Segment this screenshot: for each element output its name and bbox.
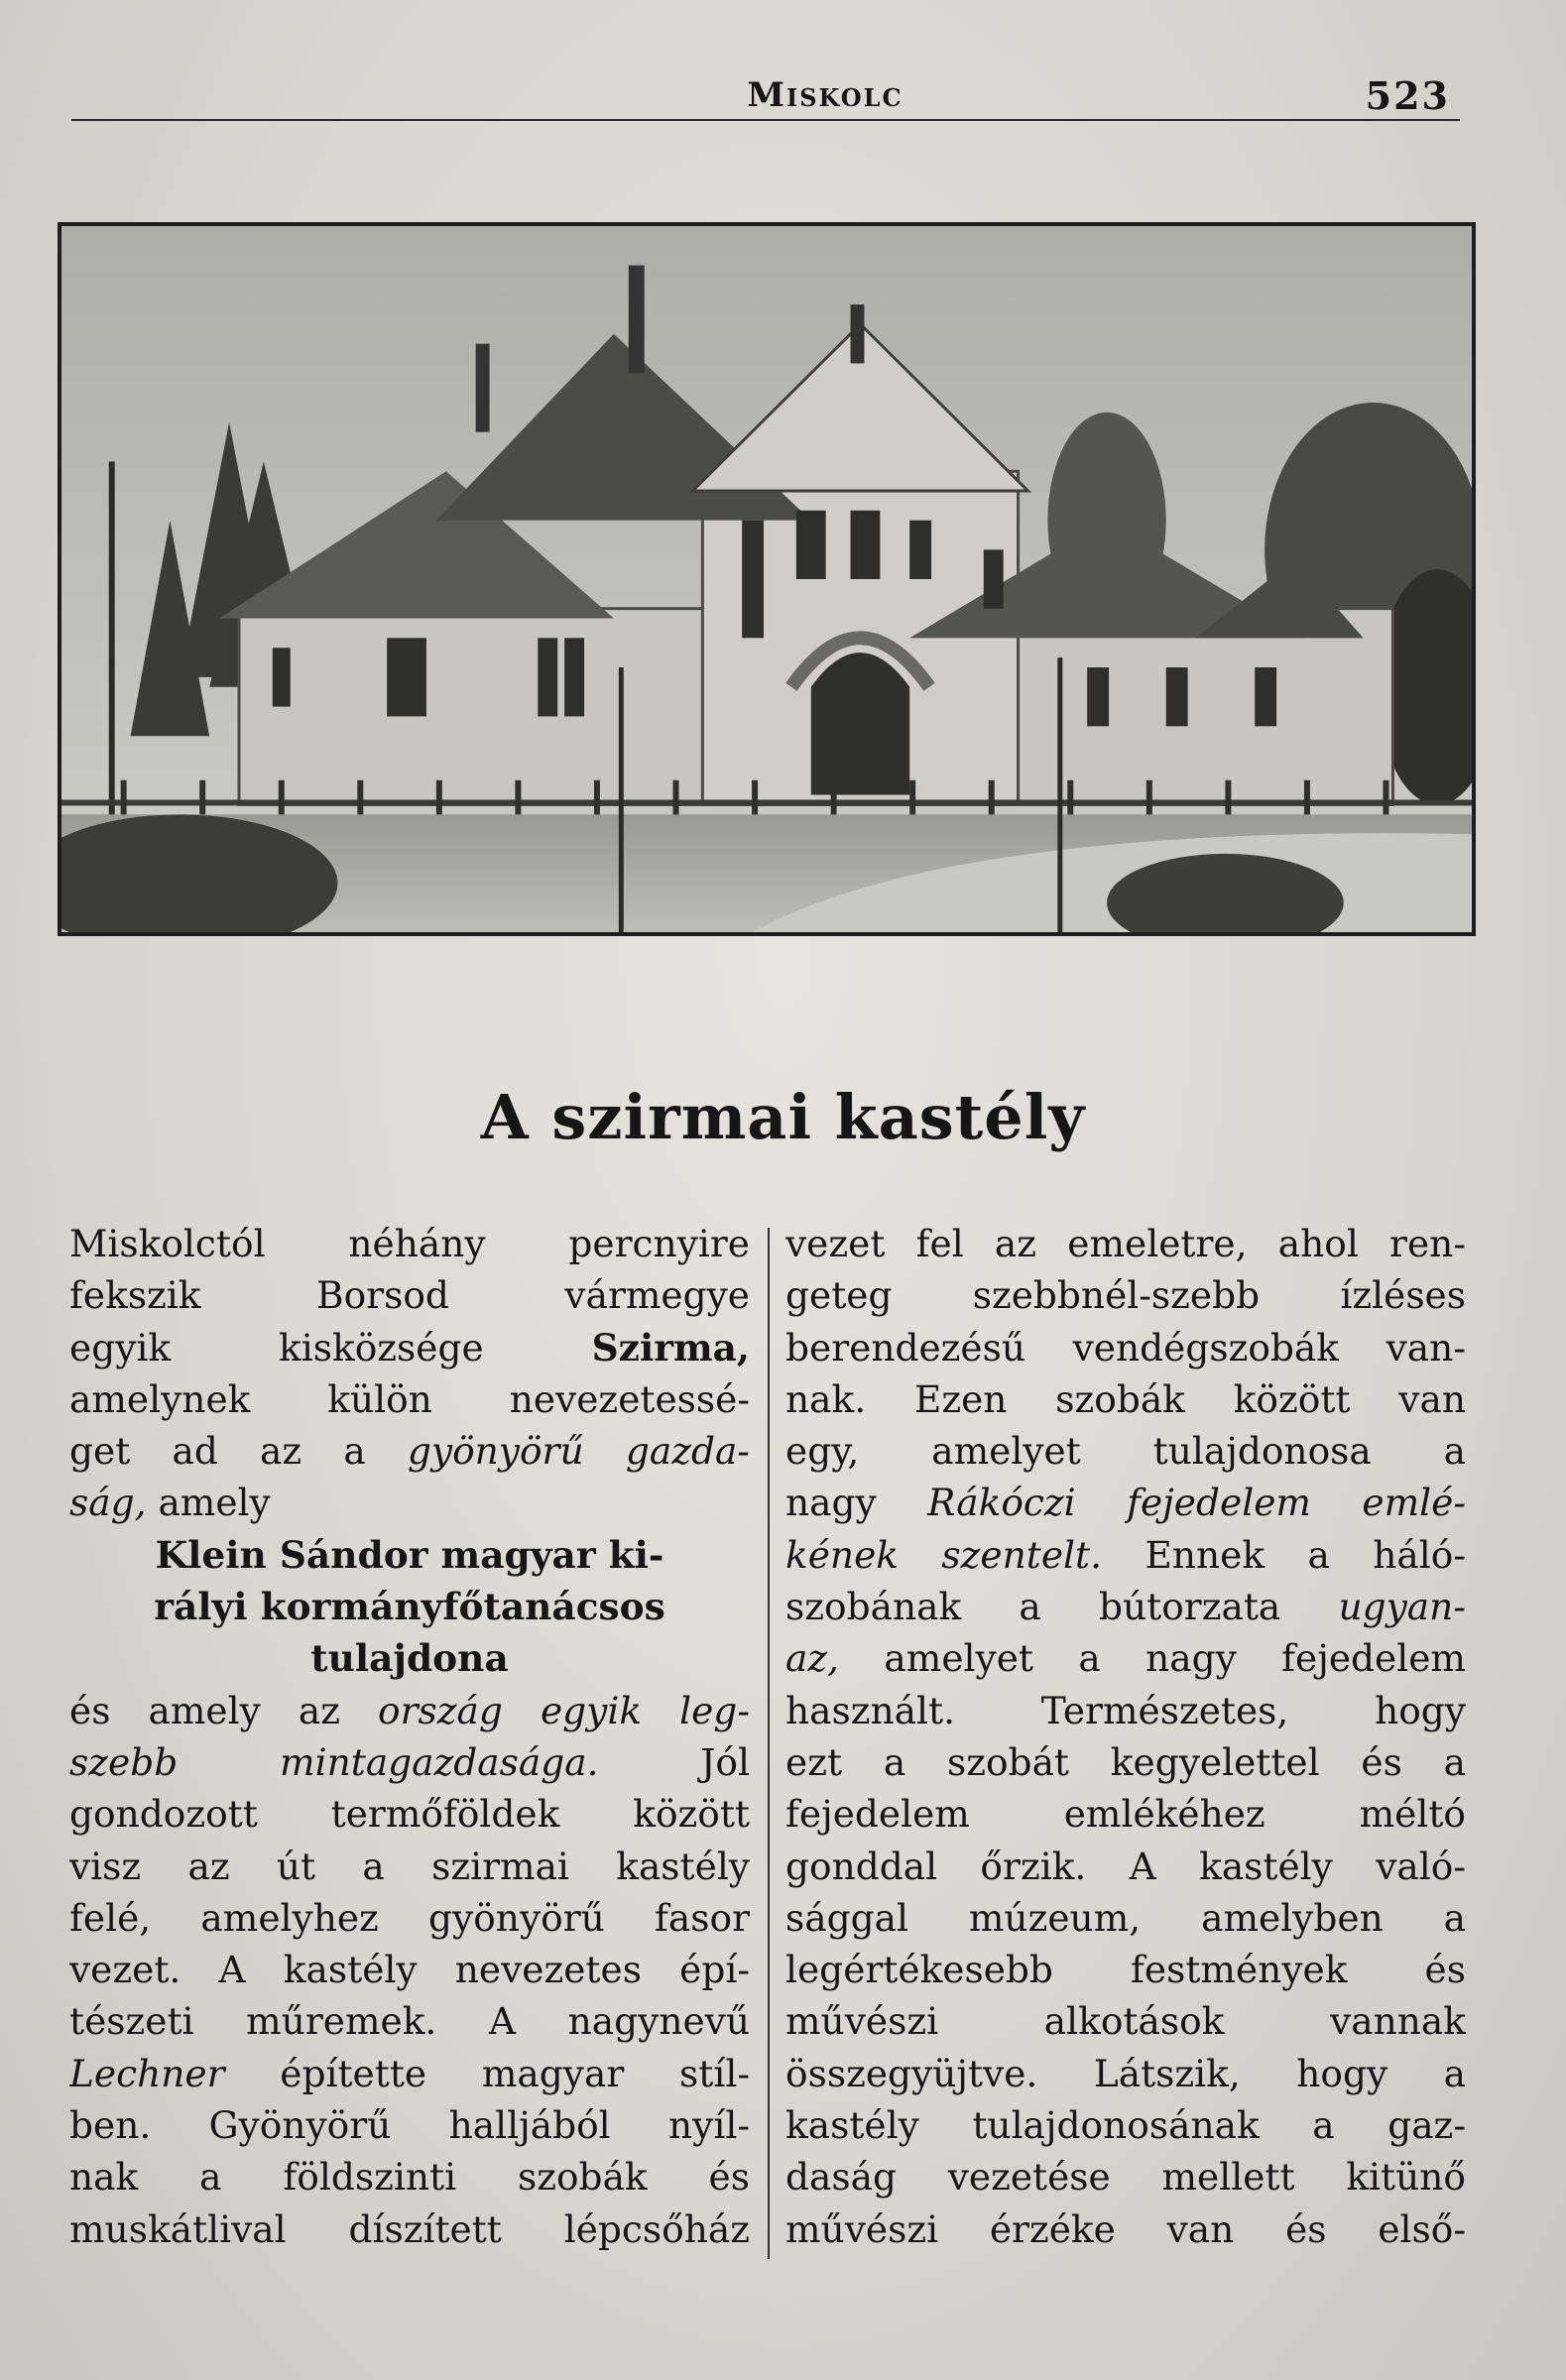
text-segment: kastély tulajdonosának a gaz- bbox=[785, 2103, 1466, 2148]
text-segment: sággal múzeum, amelyben a bbox=[785, 1895, 1466, 1940]
text-segment: szobának a bútorzata bbox=[785, 1585, 1339, 1629]
text-segment: berendezésű vendégszobák van- bbox=[785, 1325, 1466, 1369]
text-segment: építette magyar stíl- bbox=[224, 2051, 750, 2095]
text-line bbox=[69, 1788, 750, 1840]
text-line bbox=[69, 1632, 750, 1684]
text-segment: legértékesebb festmények és bbox=[785, 1948, 1466, 1992]
text-line bbox=[785, 1632, 1466, 1684]
text-segment: amelynek külön nevezetessé- bbox=[69, 1376, 750, 1421]
castle-illustration-icon bbox=[61, 226, 1472, 932]
text-line bbox=[785, 1477, 1466, 1528]
text-segment: gonddal őrzik. A kastély való- bbox=[785, 1844, 1466, 1888]
text-line bbox=[69, 1218, 750, 1269]
text-line bbox=[785, 2099, 1466, 2151]
text-line bbox=[69, 1892, 750, 1944]
text-line bbox=[785, 1841, 1466, 1892]
text-segment: ország egyik leg- bbox=[378, 1688, 750, 1732]
text-line bbox=[785, 1892, 1466, 1944]
text-segment: tulajdona bbox=[310, 1636, 509, 1681]
text-segment: egy, amelyet tulajdonosa a bbox=[785, 1429, 1466, 1474]
text-line bbox=[69, 1373, 750, 1425]
text-line bbox=[785, 2151, 1466, 2202]
text-segment: geteg szebbnél-szebb ízléses bbox=[785, 1273, 1466, 1318]
text-segment: get ad az a bbox=[69, 1429, 408, 1474]
text-line bbox=[69, 2151, 750, 2202]
text-segment: ság, bbox=[69, 1481, 147, 1525]
text-segment: felé, amelyhez gyönyörű fasor bbox=[69, 1895, 750, 1940]
text-segment: Miskolctól néhány percnyire bbox=[69, 1222, 750, 1265]
column-divider bbox=[768, 1228, 770, 2259]
text-segment: szebb mintagazdasága. bbox=[69, 1739, 599, 1784]
text-line bbox=[69, 2048, 750, 2099]
text-segment: művészi alkotások vannak bbox=[785, 1999, 1466, 2044]
text-segment: ben. Gyönyörű halljából nyíl- bbox=[69, 2103, 750, 2148]
text-segment: ugyan- bbox=[1338, 1585, 1466, 1629]
text-segment: amelyet a nagy fejedelem bbox=[839, 1636, 1466, 1681]
text-line bbox=[785, 2203, 1466, 2255]
text-line bbox=[69, 1685, 750, 1736]
text-line bbox=[785, 1581, 1466, 1632]
text-segment: vezet fel az emeletre, ahol ren- bbox=[785, 1222, 1466, 1265]
text-segment: Lechner bbox=[69, 2051, 225, 2095]
text-segment: nak. Ezen szobák között van bbox=[785, 1376, 1466, 1421]
text-segment: fekszik Borsod vármegye bbox=[69, 1273, 750, 1318]
left-column bbox=[69, 1218, 750, 2255]
text-segment: visz az út a szirmai kastély bbox=[69, 1844, 750, 1888]
text-line bbox=[785, 1736, 1466, 1788]
article-title: A szirmai kastély bbox=[480, 1081, 1086, 1153]
text-segment: daság vezetése mellett kitünő bbox=[785, 2155, 1466, 2200]
text-segment: nak a földszinti szobák és bbox=[69, 2155, 750, 2200]
text-segment: gyönyörű gazda- bbox=[407, 1429, 750, 1474]
castle-illustration bbox=[58, 222, 1476, 936]
text-line bbox=[69, 1322, 750, 1373]
text-line bbox=[69, 1529, 750, 1581]
text-segment: összegyüjtve. Látszik, hogy a bbox=[785, 2051, 1466, 2095]
text-line bbox=[69, 1736, 750, 1788]
text-line bbox=[785, 1685, 1466, 1736]
text-line bbox=[69, 2099, 750, 2151]
text-segment: rályi kormányfőtanácsos bbox=[154, 1585, 665, 1629]
text-segment: Rákóczi fejedelem emlé- bbox=[927, 1481, 1466, 1525]
text-line bbox=[69, 1841, 750, 1892]
text-line bbox=[785, 1995, 1466, 2047]
text-line bbox=[69, 1581, 750, 1632]
running-header bbox=[71, 75, 1460, 121]
text-segment: muskátlival díszített lépcsőház bbox=[69, 2206, 750, 2251]
text-segment: kének szentelt. bbox=[785, 1532, 1103, 1577]
text-line bbox=[69, 1425, 750, 1477]
text-segment: tészeti műremek. A nagynevű bbox=[69, 1999, 750, 2044]
text-segment: amely bbox=[146, 1481, 271, 1525]
text-segment: nagy bbox=[785, 1481, 928, 1525]
text-segment: vezet. A kastély nevezetes épí- bbox=[69, 1948, 750, 1992]
text-segment: művészi érzéke van és első- bbox=[785, 2206, 1466, 2251]
text-line bbox=[785, 1529, 1466, 1581]
text-segment: egyik kisközsége bbox=[69, 1325, 592, 1369]
right-column bbox=[785, 1218, 1466, 2255]
text-segment: az, bbox=[785, 1636, 840, 1681]
text-line bbox=[785, 1944, 1466, 1995]
page-number: 523 bbox=[1365, 73, 1450, 118]
text-line bbox=[785, 1218, 1466, 1269]
text-line bbox=[785, 1788, 1466, 1840]
text-line bbox=[69, 1477, 750, 1528]
text-segment: fejedelem emlékéhez méltó bbox=[785, 1792, 1466, 1837]
text-line bbox=[69, 1269, 750, 1321]
text-line bbox=[785, 1269, 1466, 1321]
text-segment: használt. Természetes, hogy bbox=[785, 1688, 1466, 1732]
text-segment: Szirma, bbox=[591, 1325, 750, 1369]
text-segment: és amely az bbox=[69, 1688, 379, 1732]
text-segment: Jól bbox=[598, 1739, 750, 1784]
text-segment: Klein Sándor magyar ki- bbox=[155, 1532, 664, 1577]
text-segment: ezt a szobát kegyelettel és a bbox=[785, 1739, 1466, 1784]
text-line bbox=[69, 1995, 750, 2047]
text-line bbox=[69, 2203, 750, 2255]
text-line bbox=[785, 1425, 1466, 1477]
text-line bbox=[785, 1373, 1466, 1425]
text-line bbox=[785, 2048, 1466, 2099]
text-segment: Ennek a háló- bbox=[1102, 1532, 1466, 1577]
text-line bbox=[69, 1944, 750, 1995]
text-line bbox=[785, 1322, 1466, 1373]
text-segment: gondozott termőföldek között bbox=[69, 1792, 750, 1837]
running-title: Miskolc bbox=[747, 75, 903, 115]
